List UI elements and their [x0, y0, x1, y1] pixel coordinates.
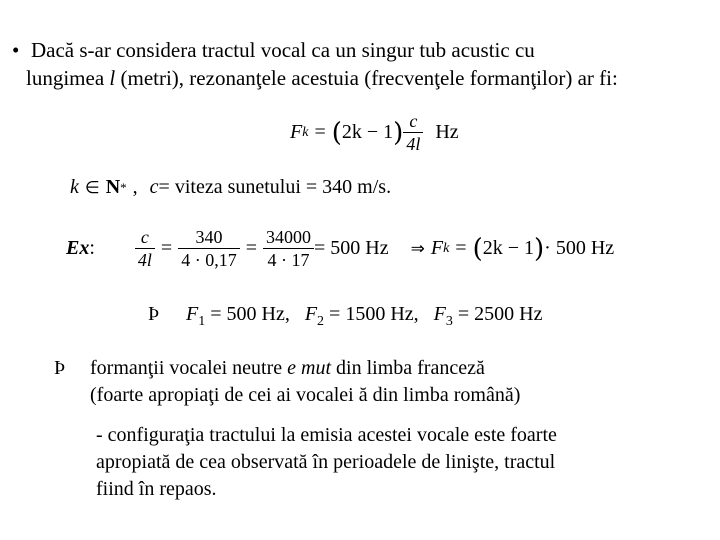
- example-fraction-2: $\frac{340}{4 \cdot 0,17}$: [178, 226, 240, 271]
- formula-fraction: $\frac{c}{4l}$: [403, 110, 423, 155]
- results-marker: Þ: [148, 303, 160, 325]
- intro-line-2: lungimea l (metri), rezonanţele acestuia (frecvenţele formanţilor) ar fi:: [26, 66, 618, 90]
- formants-line-2: (foarte apropiaţi de cei ai vocalei ă din limba română): [90, 384, 521, 406]
- formant-formula: F k = ( 2k − 1 ) $\frac{c}{4l}$ Hz: [290, 111, 459, 154]
- config-line-1: - configuraţia tractului la emisia acestei vocale este foarte: [96, 424, 557, 446]
- bullet-marker: •: [12, 38, 20, 62]
- condition-line: k ∈ N * , c = viteza sunetului = 340 m/s.: [70, 176, 392, 198]
- example-fraction-3: $\frac{34000}{4 \cdot 17}$: [263, 226, 314, 271]
- intro-line-1: Dacă s-ar considera tractul vocal ca un singur tub acustic cu: [31, 38, 535, 62]
- implies-arrow: ⇒: [410, 238, 425, 259]
- config-line-3: fiind în repaos.: [96, 478, 217, 500]
- example-line: Ex : $\frac{c}{4l}$ = $\frac{340}{4 \cdot 0,17}$ = $\frac{34000}{4 \cdot 17}$ = 500 Hz ⇒ F k = ( 2k − 1 ) · 500 Hz: [66, 227, 615, 270]
- formants-marker: Þ: [54, 357, 66, 379]
- formants-line-1: formanţii vocalei neutre e mut din limba franceză: [90, 357, 485, 379]
- config-line-2: apropiată de cea observată în perioadele de linişte, tractul: [96, 451, 556, 473]
- example-label: Ex: [66, 237, 90, 259]
- example-fraction-1: $\frac{c}{4l}$: [135, 226, 155, 271]
- results-line: $F_1 = 500$ Hz, $F_2 = 1500$ Hz, $F_3 = 2500$ Hz: [186, 303, 543, 329]
